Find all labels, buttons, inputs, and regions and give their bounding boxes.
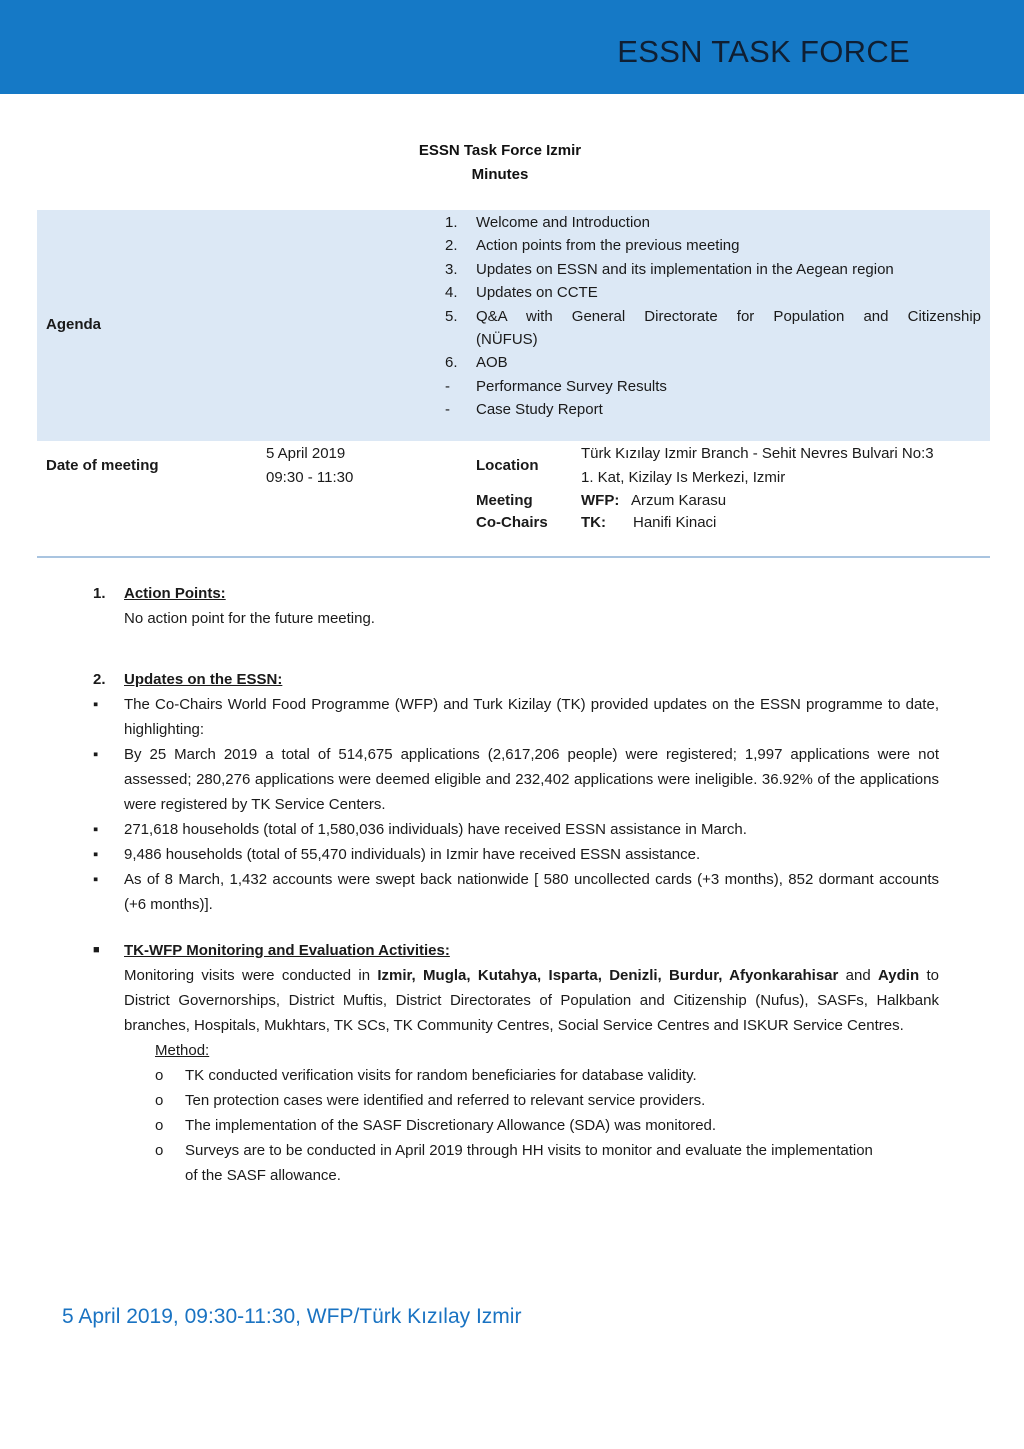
list-item — [93, 842, 939, 867]
agenda-label: Agenda — [46, 316, 102, 333]
bullet-icon: ▪ — [93, 846, 99, 863]
agenda-item-text: Performance Survey Results — [476, 377, 667, 395]
list-item-text: The Co-Chairs World Food Programme (WFP) and Turk Kizilay (TK) provided updates on the ESSN programme to date, highlighting: — [124, 696, 939, 738]
list-item — [93, 692, 939, 742]
agenda-item — [445, 375, 981, 398]
method-item-text: TK conducted verification visits for random beneficiaries for database validity. — [185, 1067, 697, 1084]
intro-text: Monitoring visits were conducted in — [124, 967, 378, 984]
meeting-time: 09:30 - 11:30 — [266, 469, 354, 486]
list-item-text: By 25 March 2019 a total of 514,675 applications (2,617,206 people) were registered; 1,997 applications were not assessed; 280,276 applications were deemed eligible and 232,402 applications were ineligible. 36.92% of the applications were registered by TK Service Centers. — [124, 746, 939, 813]
cochairs-label-2: Co-Chairs — [476, 514, 548, 531]
agenda-item — [445, 328, 981, 351]
agenda-list — [445, 211, 981, 422]
list-item — [93, 742, 939, 817]
intro-province-aydin: Aydin — [878, 967, 920, 984]
list-item-text: As of 8 March, 1,432 accounts were swept back nationwide [ 580 uncollected cards (+3 months), 852 dormant accounts (+6 months)]. — [124, 871, 939, 913]
section-essn-updates — [93, 667, 939, 917]
square-bullet-icon: ■ — [93, 944, 100, 956]
wfp-cochair-name: Arzum Karasu — [631, 492, 727, 509]
separator-line — [37, 556, 990, 558]
agenda-item — [445, 258, 981, 281]
agenda-item-marker — [445, 328, 476, 351]
agenda-item — [445, 351, 981, 374]
section-heading: TK-WFP Monitoring and Evaluation Activities: — [124, 942, 450, 959]
intro-text: and — [838, 967, 879, 984]
action-points-text: No action point for the future meeting. — [124, 610, 375, 627]
list-item-text: 9,486 households (total of 55,470 individuals) in Izmir have received ESSN assistance. — [124, 846, 701, 863]
circle-bullet-icon: o — [155, 1092, 164, 1109]
agenda-item — [445, 234, 981, 257]
agenda-item-text: Case Study Report — [476, 401, 603, 419]
section-action-points — [93, 581, 939, 631]
monitoring-intro — [124, 963, 939, 1038]
circle-bullet-icon: o — [155, 1067, 164, 1084]
agenda-item-text: Q&A with General Directorate for Population and Citizenship — [476, 307, 981, 325]
method-item-text: Ten protection cases were identified and referred to relevant service providers. — [185, 1092, 706, 1109]
tk-cochair-name: Hanifi Kinaci — [633, 514, 717, 531]
agenda-item-marker: - — [445, 377, 450, 395]
section-heading: Action Points: — [124, 585, 226, 602]
agenda-item-text: Updates on CCTE — [476, 284, 598, 302]
document-title: ESSN Task Force Izmir — [418, 142, 582, 159]
agenda-item-marker: 1. — [445, 214, 458, 231]
method-item — [155, 1113, 939, 1138]
section-number: 2. — [93, 671, 106, 688]
cochairs-label-1: Meeting — [476, 492, 533, 509]
location-line-1: Türk Kızılay Izmir Branch - Sehit Nevres Bulvari No:3 — [581, 445, 934, 462]
meeting-date: 5 April 2019 — [266, 445, 346, 462]
bullet-icon: ▪ — [93, 821, 99, 838]
section-monitoring — [93, 938, 939, 1188]
agenda-item-text: Welcome and Introduction — [476, 214, 650, 231]
footer-meeting-info: 5 April 2019, 09:30-11:30, WFP/Türk Kızılay Izmir — [62, 1305, 522, 1328]
agenda-item-text: Updates on ESSN and its implementation in the Aegean region — [476, 260, 894, 278]
intro-text: to District Governorships, District Muftis, District Directorates of Population and Citizenship (Nufus), SASFs, Halkbank branches, Hospitals, Mukhtars, TK SCs, TK Community Centres, Social Service Centres and ISKUR Service Centres. — [124, 967, 939, 1034]
method-item-text: The implementation of the SASF Discretionary Allowance (SDA) was monitored. — [185, 1117, 717, 1134]
method-label: Method: — [155, 1042, 210, 1059]
agenda-item — [445, 398, 981, 421]
list-item — [93, 867, 939, 917]
location-line-2: 1. Kat, Kizilay Is Merkezi, Izmir — [581, 469, 786, 486]
circle-bullet-icon: o — [155, 1117, 164, 1134]
agenda-item-text: (NÜFUS) — [476, 331, 538, 349]
list-item — [93, 817, 939, 842]
agenda-item — [445, 281, 981, 304]
header-title: ESSN TASK FORCE — [617, 34, 910, 69]
section-heading: Updates on the ESSN: — [124, 671, 283, 688]
agenda-item-marker: 6. — [445, 354, 458, 372]
bullet-icon: ▪ — [93, 696, 99, 713]
agenda-item — [445, 211, 981, 234]
agenda-item-text: Action points from the previous meeting — [476, 237, 740, 255]
tk-label: TK: — [581, 514, 606, 531]
bullet-icon: ▪ — [93, 746, 99, 763]
circle-bullet-icon: o — [155, 1142, 164, 1159]
section-number: 1. — [93, 585, 106, 602]
document-subtitle: Minutes — [471, 166, 529, 183]
location-label: Location — [476, 457, 539, 474]
bullet-icon: ▪ — [93, 871, 99, 888]
method-item — [155, 1063, 939, 1088]
method-item-text: Surveys are to be conducted in April 2019 through HH visits to monitor and evaluate the implementation of the SASF allowance. — [185, 1142, 873, 1184]
agenda-item — [445, 305, 981, 328]
method-item — [155, 1138, 939, 1188]
agenda-block — [37, 210, 990, 441]
agenda-item-text: AOB — [476, 354, 508, 372]
agenda-item-marker: 5. — [445, 307, 458, 325]
agenda-item-marker: 2. — [445, 237, 458, 255]
agenda-item-marker: - — [445, 401, 450, 419]
method-list — [155, 1063, 939, 1188]
intro-provinces: Izmir, Mugla, Kutahya, Isparta, Denizli, Burdur, Afyonkarahisar — [377, 967, 839, 984]
agenda-item-marker: 3. — [445, 260, 458, 278]
method-item — [155, 1088, 939, 1113]
list-item-text: 271,618 households (total of 1,580,036 individuals) have received ESSN assistance in March. — [124, 821, 747, 838]
date-label: Date of meeting — [46, 457, 159, 474]
agenda-item-marker: 4. — [445, 284, 458, 302]
wfp-label: WFP: — [581, 492, 620, 509]
